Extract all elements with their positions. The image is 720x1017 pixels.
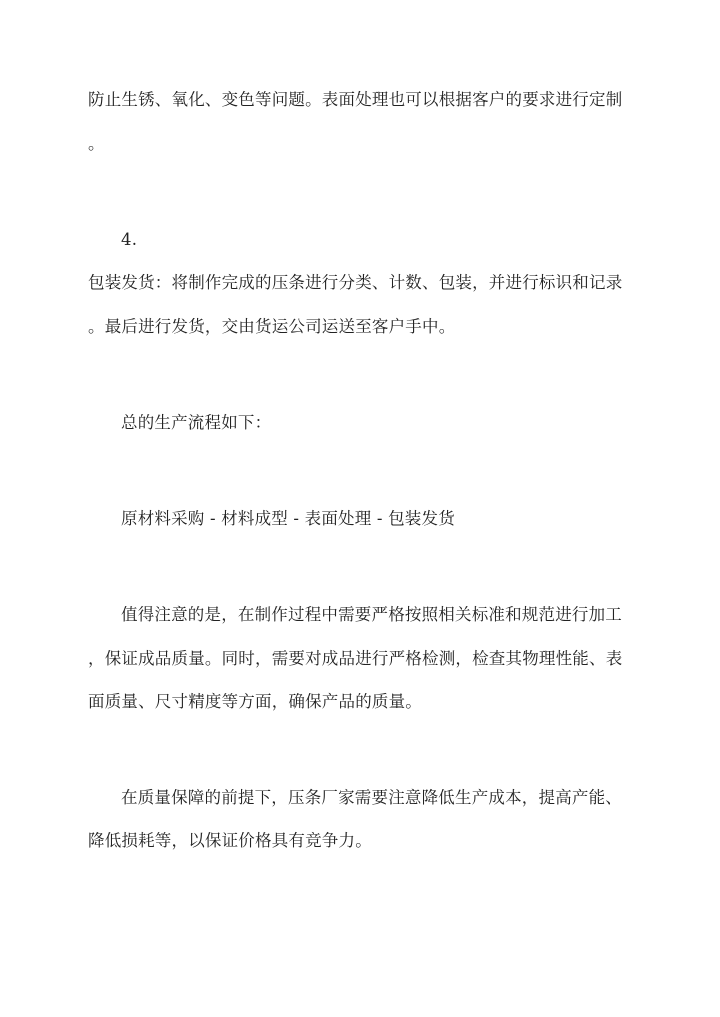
paragraph-line: 。 bbox=[88, 134, 105, 153]
paragraph-line: 在质量保障的前提下，压条厂家需要注意降低生产成本，提高产能、 bbox=[121, 788, 622, 807]
paragraph-line: ，保证成品质量。同时，需要对成品进行严格检测，检查其物理性能、表 bbox=[88, 649, 623, 668]
paragraph-line: 总的生产流程如下： bbox=[121, 413, 272, 432]
paragraph-line: 。最后进行发货，交由货运公司运送至客户手中。 bbox=[88, 317, 456, 336]
paragraph-line: 防止生锈、氧化、变色等问题。表面处理也可以根据客户的要求进行定制 bbox=[88, 90, 623, 109]
paragraph-line: 降低损耗等，以保证价格具有竞争力。 bbox=[88, 831, 372, 850]
paragraph-line: 值得注意的是，在制作过程中需要严格按照相关标准和规范进行加工 bbox=[121, 605, 622, 624]
paragraph-line: 面质量、尺寸精度等方面，确保产品的质量。 bbox=[88, 692, 422, 711]
list-number: 4. bbox=[121, 230, 138, 249]
paragraph-line: 包装发货：将制作完成的压条进行分类、计数、包装，并进行标识和记录 bbox=[88, 273, 623, 292]
process-flow-line: 原材料采购 - 材料成型 - 表面处理 - 包装发货 bbox=[121, 509, 455, 528]
